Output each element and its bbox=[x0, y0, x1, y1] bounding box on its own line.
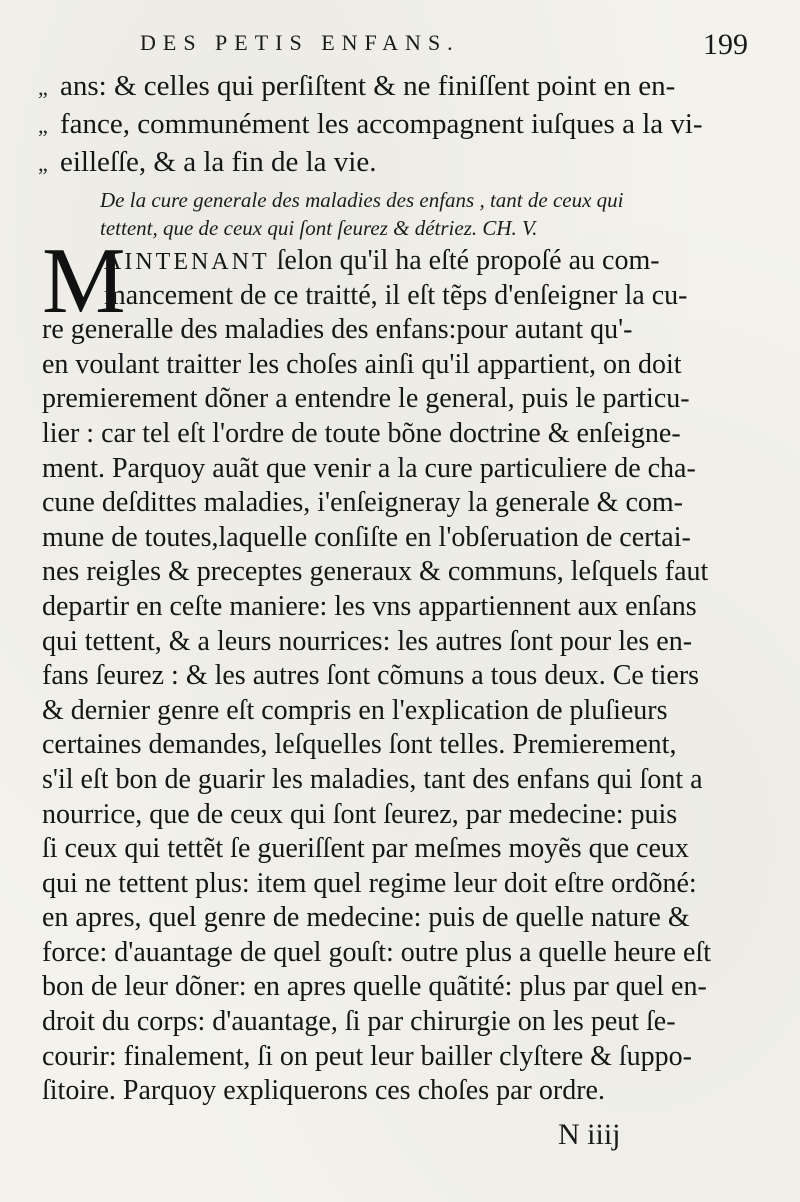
text-line bbox=[42, 244, 760, 279]
text-line: certaines demandes, leſquelles ſont telles. Premierement, bbox=[42, 729, 677, 761]
text-line: ſitoire. Parquoy expliquerons ces choſes par ordre. bbox=[42, 1075, 605, 1107]
text-line: premierement dõner a entendre le general, puis le particu- bbox=[42, 383, 690, 415]
text-line: force: d'auantage de quel gouſt: outre plus a quelle heure eſt bbox=[42, 936, 712, 968]
text-line: ment. Parquoy auãt que venir a la cure particuliere de cha- bbox=[42, 452, 696, 484]
chapter-title-line: tettent, que de ceux qui ſont ſeurez & détriez. CH. V. bbox=[100, 216, 538, 240]
signature-mark: N iiij bbox=[558, 1118, 621, 1151]
guillemet-mark: „ bbox=[38, 113, 48, 138]
quoted-line-text: ans: & celles qui perſiſtent & ne finiſſent point en en- bbox=[60, 70, 676, 102]
text-line: qui tettent, & a leurs nourrices: les autres ſont pour les en- bbox=[42, 625, 693, 657]
text-line: mune de toutes,laquelle conſiſte en l'obſeruation de certai- bbox=[42, 521, 691, 553]
quoted-line bbox=[38, 146, 768, 184]
text-line: qui ne tettent plus: item quel regime leur doit eſtre ordõné: bbox=[42, 867, 697, 899]
text-line: ſi ceux qui tettẽt ſe gueriſſent par meſmes moyẽs que ceux bbox=[42, 833, 689, 865]
guillemet-mark: „ bbox=[38, 151, 48, 176]
quoted-passage bbox=[38, 70, 768, 184]
quoted-line-text: eilleſſe, & a la fin de la vie. bbox=[60, 146, 377, 178]
guillemet-mark: „ bbox=[38, 75, 48, 100]
text-line: droit du corps: d'auantage, ſi par chirurgie on les peut ſe- bbox=[42, 1006, 676, 1038]
text-line-rest: ſelon qu'il ha eſté propoſé au com- bbox=[269, 245, 660, 276]
text-line: en apres, quel genre de medecine: puis de quelle nature & bbox=[42, 902, 690, 934]
text-line: bon de leur dõner: en apres quelle quãtité: plus par quel en- bbox=[42, 971, 707, 1003]
chapter-title-line: De la cure generale des maladies des enfans , tant de ceux qui bbox=[100, 188, 624, 212]
text-line: s'il eſt bon de guarir les maladies, tant des enfans qui ſont a bbox=[42, 763, 703, 795]
text-line: nes reigles & preceptes generaux & communs, leſquels faut bbox=[42, 556, 709, 588]
quoted-line bbox=[38, 108, 768, 146]
quoted-line bbox=[38, 70, 768, 108]
text-line: cune deſdittes maladies, i'enſeigneray la generale & com- bbox=[42, 487, 683, 519]
chapter-title bbox=[100, 186, 740, 242]
running-head: DES PETIS ENFANS. bbox=[140, 30, 460, 55]
text-line: en voulant traitter les choſes ainſi qu'il appartient, on doit bbox=[42, 348, 682, 380]
drop-cap: M bbox=[42, 229, 126, 333]
text-line: departir en ceſte maniere: les vns appartiennent aux enſans bbox=[42, 590, 697, 622]
text-line: re generalle des maladies des enfans:pour autant qu'- bbox=[42, 314, 633, 346]
text-line: nourrice, que de ceux qui ſont ſeurez, par medecine: puis bbox=[42, 798, 678, 830]
text-line: courir: finalement, ſi on peut leur bailler clyſtere & ſuppo- bbox=[42, 1040, 693, 1072]
text-line: fans ſeurez : & les autres ſont cõmuns a tous deux. Ce tiers bbox=[42, 660, 700, 692]
text-line: lier : car tel eſt l'ordre de toute bõne doctrine & enſeigne- bbox=[42, 417, 681, 449]
body-text bbox=[42, 244, 760, 1109]
text-line: & dernier genre eſt compris en l'explication de pluſieurs bbox=[42, 694, 668, 726]
text-line: mancement de ce traitté, il eſt tẽps d'enſeigner la cu- bbox=[104, 279, 688, 311]
quoted-line-text: fance, communément les accompagnent iuſques a la vi- bbox=[60, 108, 703, 140]
opening-word: AINTENANT bbox=[104, 249, 270, 275]
page-number: 199 bbox=[703, 28, 748, 61]
